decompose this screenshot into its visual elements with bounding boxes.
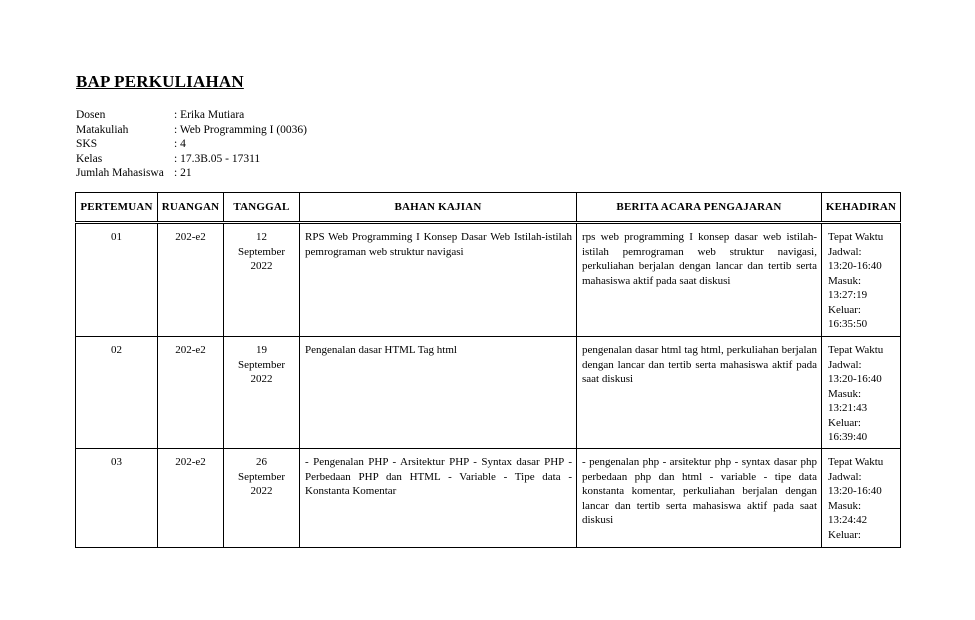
cell-kehadiran <box>822 223 901 337</box>
cell-tanggal <box>224 223 300 337</box>
date-year: 2022 <box>250 260 273 272</box>
attendance-out-label: Keluar: <box>828 528 861 541</box>
attendance-schedule: 13:20-16:40 <box>828 260 882 272</box>
attendance-status: Tepat Waktu <box>828 344 884 356</box>
date-year: 2022 <box>250 373 273 385</box>
date-year: 2022 <box>250 485 273 497</box>
attendance-schedule-label: Jadwal: <box>828 470 862 483</box>
header-kehadiran: KEHADIRAN <box>822 193 901 223</box>
cell-kehadiran <box>822 449 901 548</box>
info-sks <box>76 137 307 152</box>
attendance-schedule-label: Jadwal: <box>828 245 862 258</box>
date-month: September <box>237 470 286 483</box>
info-value: : 21 <box>174 167 192 179</box>
cell-berita-acara: pengenalan dasar html tag html, perkuliahan berjalan dengan lancar dan tertib serta mahasiswa aktif pada saat diskusi <box>577 337 822 449</box>
info-dosen <box>76 108 307 123</box>
table-row <box>76 223 901 337</box>
info-matakuliah <box>76 123 307 138</box>
header-berita-acara: BERITA ACARA PENGAJARAN <box>577 193 822 223</box>
attendance-in-label: Masuk: <box>828 274 861 287</box>
attendance-schedule: 13:20-16:40 <box>828 485 882 497</box>
cell-tanggal <box>224 449 300 548</box>
cell-berita-acara: - pengenalan php - arsitektur php - syntax dasar php perbedaan php dan html - variable - tipe data konstanta komentar, perkuliahan berjalan dengan lancar dan tertib serta mahasiswa aktif pada saat diskusi <box>577 449 822 548</box>
date-month: September <box>237 245 286 258</box>
header-pertemuan: PERTEMUAN <box>76 193 158 223</box>
attendance-schedule: 13:20-16:40 <box>828 373 882 385</box>
attendance-in: 13:21:43 <box>828 402 868 414</box>
date-day: 12 <box>256 231 267 243</box>
cell-kehadiran <box>822 337 901 449</box>
info-label: Jumlah Mahasiswa <box>76 167 164 179</box>
table-row <box>76 449 901 548</box>
cell-ruangan: 202-e2 <box>158 449 224 548</box>
attendance-in: 13:27:19 <box>828 289 868 301</box>
attendance-out: 16:35:50 <box>828 318 868 330</box>
table-row <box>76 337 901 449</box>
attendance-out-label: Keluar: <box>828 416 861 429</box>
cell-pertemuan: 01 <box>76 223 158 337</box>
attendance-schedule-label: Jadwal: <box>828 358 862 371</box>
cell-pertemuan: 03 <box>76 449 158 548</box>
date-day: 19 <box>256 344 267 356</box>
header-bahan-kajian: BAHAN KAJIAN <box>300 193 577 223</box>
cell-berita-acara: rps web programming I konsep dasar web istilah-istilah pemrograman web struktur navigasi, perkuliahan berjalan dengan lancar dan tertib serta mahasiswa aktif pada saat diskusi <box>577 223 822 337</box>
attendance-in: 13:24:42 <box>828 514 868 526</box>
attendance-out-label: Keluar: <box>828 303 861 316</box>
info-kelas <box>76 152 307 167</box>
attendance-out: 16:39:40 <box>828 431 868 443</box>
header-tanggal: TANGGAL <box>224 193 300 223</box>
info-label: SKS <box>76 138 98 150</box>
attendance-in-label: Masuk: <box>828 387 861 400</box>
header-ruangan: RUANGAN <box>158 193 224 223</box>
cell-pertemuan: 02 <box>76 337 158 449</box>
cell-bahan-kajian: Pengenalan dasar HTML Tag html <box>300 337 577 449</box>
cell-bahan-kajian: RPS Web Programming I Konsep Dasar Web Istilah-istilah pemrograman web struktur navigasi <box>300 223 577 337</box>
date-day: 26 <box>256 456 267 468</box>
info-label: Dosen <box>76 109 106 121</box>
bap-table <box>75 192 901 548</box>
cell-bahan-kajian: - Pengenalan PHP - Arsitektur PHP - Syntax dasar PHP - Perbedaan PHP dan HTML - Variable - Tipe data - Konstanta Komentar <box>300 449 577 548</box>
info-label: Matakuliah <box>76 123 129 136</box>
info-jumlah-mahasiswa <box>76 166 307 181</box>
info-value: : Erika Mutiara <box>174 109 245 121</box>
table-header-row <box>76 193 901 223</box>
cell-ruangan: 202-e2 <box>158 223 224 337</box>
cell-ruangan: 202-e2 <box>158 337 224 449</box>
info-value: : 4 <box>174 138 186 150</box>
cell-tanggal <box>224 337 300 449</box>
attendance-status: Tepat Waktu <box>828 231 884 243</box>
date-month: September <box>237 358 286 371</box>
info-label: Kelas <box>76 152 103 165</box>
info-value: : Web Programming I (0036) <box>174 123 308 136</box>
document-title: BAP PERKULIAHAN <box>76 72 244 91</box>
attendance-status: Tepat Waktu <box>828 456 884 468</box>
info-value: : 17.3B.05 - 17311 <box>174 152 261 165</box>
attendance-in-label: Masuk: <box>828 499 861 512</box>
course-info <box>76 108 307 181</box>
